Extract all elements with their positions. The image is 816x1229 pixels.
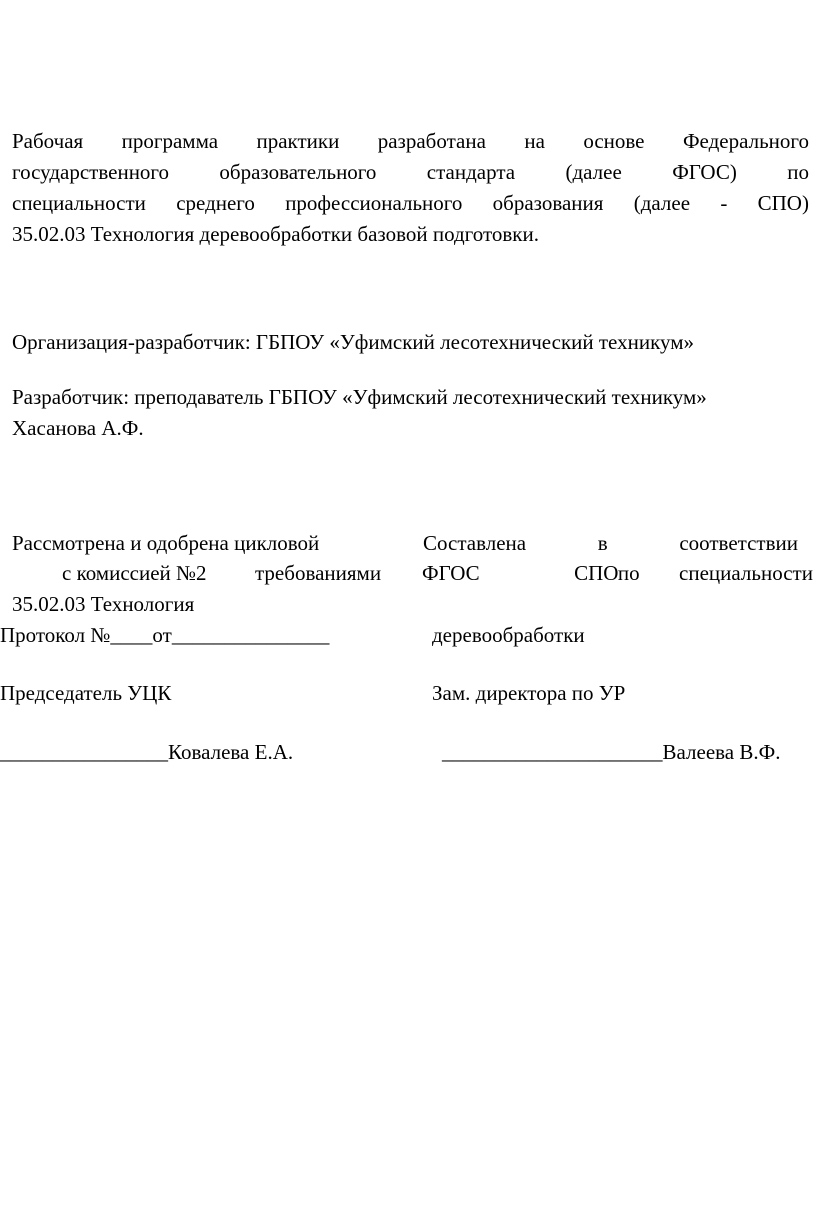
developer-name: Хасанова А.Ф. [12, 416, 144, 440]
intro-word: профессионального [285, 191, 463, 215]
intro-word: Рабочая [12, 129, 84, 153]
protocol-line: Протокол №____от_______________ [0, 623, 330, 647]
compliance-line-4: деревообработки [432, 623, 585, 647]
intro-word: (далее [565, 160, 622, 184]
intro-word: СПО) [757, 191, 809, 215]
intro-word: специальности [12, 191, 146, 215]
compliance-word: Составлена [423, 531, 527, 555]
compliance-line-2 [422, 558, 813, 589]
intro-word: по [787, 160, 809, 184]
intro-word: программа [121, 129, 219, 153]
intro-word: стандарта [426, 160, 516, 184]
intro-word: (далее [633, 191, 691, 215]
compliance-word: СПО [574, 561, 619, 585]
compliance-line-1 [423, 528, 798, 559]
compliance-word: соответствии [679, 531, 798, 555]
approval-line-1: Рассмотрена и одобрена цикловой [12, 531, 320, 555]
organization-developer: Организация-разработчик: ГБПОУ «Уфимский лесотехнический техникум» [12, 330, 694, 354]
chair-title: Председатель УЦК [0, 681, 172, 705]
compliance-line-3: 35.02.03 Технология [12, 592, 195, 616]
compliance-word: ФГОС [422, 561, 480, 585]
intro-word: образования [492, 191, 604, 215]
intro-word: - [720, 191, 728, 215]
intro-word: на [524, 129, 545, 153]
compliance-word: в [597, 531, 608, 555]
intro-line-4: 35.02.03 Технология деревообработки базовой подготовки. [12, 222, 539, 246]
intro-word: образовательного [219, 160, 377, 184]
chair-signature: ________________Ковалева Е.А. [0, 740, 294, 764]
compliance-word: по [617, 561, 640, 585]
intro-line-1 [12, 126, 809, 157]
intro-line-3 [12, 188, 809, 219]
intro-word: Федерального [682, 129, 809, 153]
approval-line-2: с комиссией №2 [62, 561, 207, 585]
intro-line-2 [12, 157, 809, 188]
intro-word: разработана [377, 129, 486, 153]
intro-word: практики [256, 129, 340, 153]
compliance-word: специальности [679, 561, 813, 585]
compliance-requirements: требованиями [255, 561, 382, 585]
intro-word: основе [583, 129, 645, 153]
developer-line: Разработчик: преподаватель ГБПОУ «Уфимский лесотехнический техникум» [12, 385, 707, 409]
deputy-title: Зам. директора по УР [432, 681, 626, 705]
deputy-signature: _____________________Валеева В.Ф. [442, 740, 781, 764]
intro-word: ФГОС) [672, 160, 737, 184]
intro-word: среднего [176, 191, 255, 215]
intro-word: государственного [12, 160, 170, 184]
